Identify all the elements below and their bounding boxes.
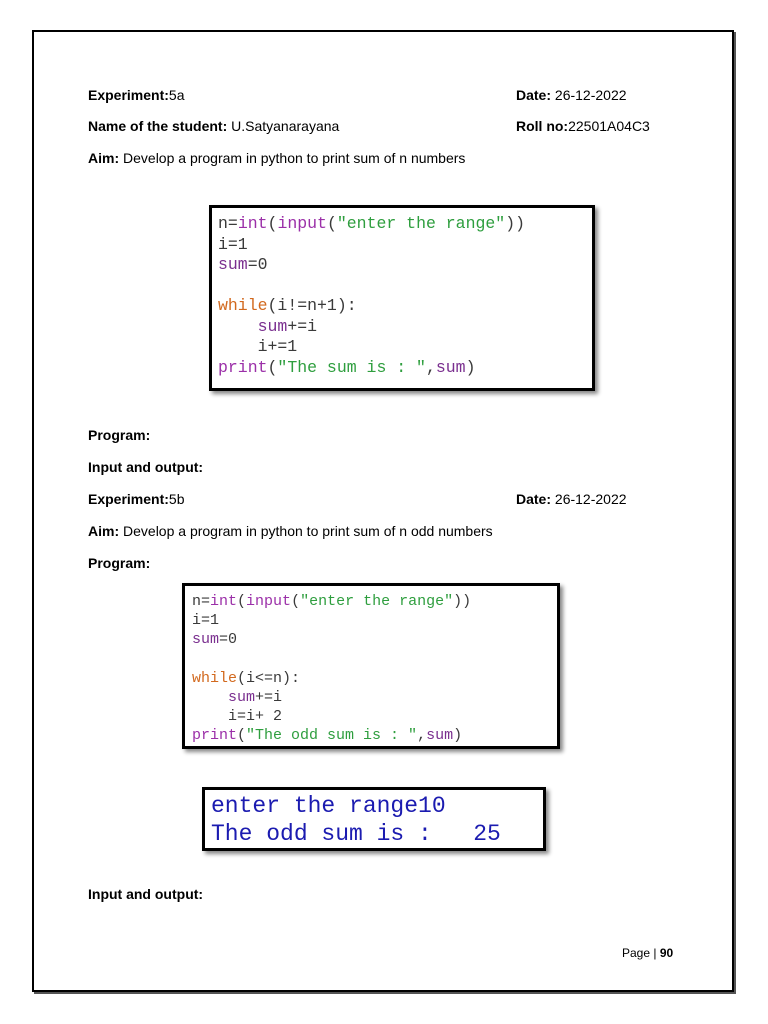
code-line: sum=0: [218, 255, 268, 274]
exp-a-roll-label: Roll no:: [516, 118, 569, 134]
exp-a-roll: [516, 117, 650, 135]
exp-b-code-block: [182, 583, 560, 749]
code-string: "enter the range": [336, 214, 506, 233]
code-line: sum+=i: [257, 316, 318, 336]
output-line: The odd sum is : 25: [211, 821, 501, 847]
exp-a-code-block: [209, 205, 595, 391]
code-line: [218, 276, 586, 297]
exp-a-student-value: U.Satyanarayana: [231, 118, 340, 134]
exp-b-aim-label: Aim:: [88, 523, 120, 539]
exp-b-date-label: Date:: [516, 491, 552, 507]
exp-a-experiment: [88, 86, 185, 104]
exp-b-io-label: [88, 885, 203, 903]
exp-a-program-label: [88, 426, 150, 444]
exp-a-student: [88, 117, 339, 135]
code-line: n=int(input("enter the range")): [218, 214, 525, 233]
code-line: i+=1: [218, 337, 298, 356]
code-line: while(i<=n):: [192, 669, 301, 687]
exp-a-roll-value: 22501A04C3: [568, 118, 650, 134]
code-line: while(i!=n+1):: [218, 296, 357, 315]
exp-b-aim: [88, 522, 493, 540]
exp-b-date: [516, 490, 627, 508]
exp-a-program-label-text: Program:: [88, 427, 151, 443]
page-footer: [622, 946, 673, 960]
output-line: enter the range10: [211, 793, 446, 819]
code-line: sum+=i: [228, 689, 283, 707]
exp-a-aim-label: Aim:: [88, 150, 120, 166]
code-line: [192, 650, 550, 669]
code-line: sum=0: [192, 631, 238, 649]
code-line: i=1: [192, 612, 220, 630]
exp-a-aim-value: Develop a program in python to print sum of n numbers: [123, 150, 466, 166]
exp-a-date: [516, 86, 627, 104]
page-label: Page |: [622, 946, 657, 960]
code-line: i=i+ 2: [192, 708, 283, 726]
exp-b-aim-value: Develop a program in python to print sum of n odd numbers: [123, 523, 493, 539]
exp-b-experiment: [88, 490, 185, 508]
exp-a-date-value: 26-12-2022: [554, 87, 627, 103]
exp-b-io-label-text: Input and output:: [88, 886, 204, 902]
code-line: i=1: [218, 234, 248, 254]
exp-b-program-label: [88, 554, 150, 572]
exp-b-experiment-label: Experiment:: [88, 491, 169, 507]
code-line: print("The sum is : ",sum): [218, 357, 476, 377]
exp-a-experiment-label: Experiment:: [88, 87, 169, 103]
exp-a-io-label-text: Input and output:: [88, 459, 204, 475]
exp-b-output-block: [202, 787, 546, 851]
exp-a-io-label: [88, 458, 203, 476]
code-line: n=int(input("enter the range")): [192, 593, 472, 610]
code-line: print("The odd sum is : ",sum): [192, 727, 463, 745]
exp-b-experiment-value: 5b: [168, 491, 185, 507]
exp-b-program-label-text: Program:: [88, 555, 151, 571]
exp-a-date-label: Date:: [516, 87, 552, 103]
page-number: 90: [659, 946, 674, 960]
exp-a-aim: [88, 149, 465, 167]
exp-a-student-label: Name of the student:: [88, 118, 228, 134]
exp-a-experiment-value: 5a: [168, 87, 185, 103]
exp-b-date-value: 26-12-2022: [554, 491, 627, 507]
